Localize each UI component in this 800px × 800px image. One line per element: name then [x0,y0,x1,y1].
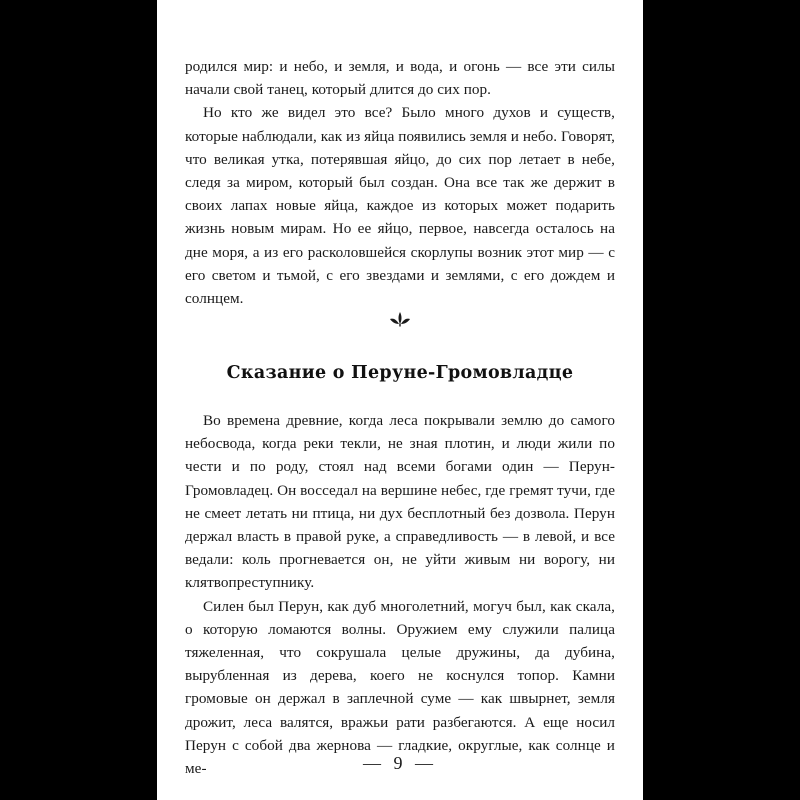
paragraph-perun-weapons: Силен был Перун, как дуб многолетний, могуч был, как скала, о которую ломаются волны. Оружием ему служили палица тяжеленная, что сокрушала целые дружины, да дубина, вырубленная из дерева, коего не коснулся топор. Камни громовые он держал в заплечной суме — как швырнет, земля дрожит, леса валятся, вражьи рати разбегаются. А еще носил Перун с собой два жернова — гладкие, округлые, как солнце и ме- [185,597,615,778]
top-text-block [185,55,615,310]
right-black-margin [643,0,800,800]
left-black-margin [0,0,157,800]
page-number: — 9 — [363,753,437,773]
book-page [157,0,643,800]
paragraph-perun-intro: Во времена древние, когда леса покрывали землю до самого небосвода, когда реки текли, не зная плотин, и люди жили по чести и по роду, стоял над всеми богами один — Перун-Громовладец. Он восседал на вершине небес, где гремят тучи, где не смеет летать ни птица, ни дух бесплотный без дозвола. Перун держал власть в правой руке, а справедливость — в левой, и все ведали: коль прогневается он, не уйти живым ни ворогу, ни клятвопреступнику. [185,412,615,592]
leaf-fleuron-icon [389,311,411,327]
section-ornament [157,307,643,331]
paragraph-continuation: родился мир: и небо, и земля, и вода, и огонь — все эти силы начали свой танец, который длится до сих пор. [185,58,615,99]
paragraph-duck-egg: Но кто же видел это все? Было много духов и существ, которые наблюдали, как из яйца появились земля и небо. Говорят, что великая утка, потерявшая яйцо, до сих пор летает в небе, следя за миром, который был создан. Она все так же держит в своих лапах новые яйца, каждое из которых может подарить жизнь новым мирам. Но ее яйцо, первое, навсегда осталось на дне моря, а из его расколовшейся скорлупы возник этот мир — с его светом и тьмой, с его звездами и землями, с его дождем и солнцем. [185,104,615,308]
section-title: Сказание о Перуне-Громовладце [226,363,574,383]
section-text-block [185,409,615,780]
